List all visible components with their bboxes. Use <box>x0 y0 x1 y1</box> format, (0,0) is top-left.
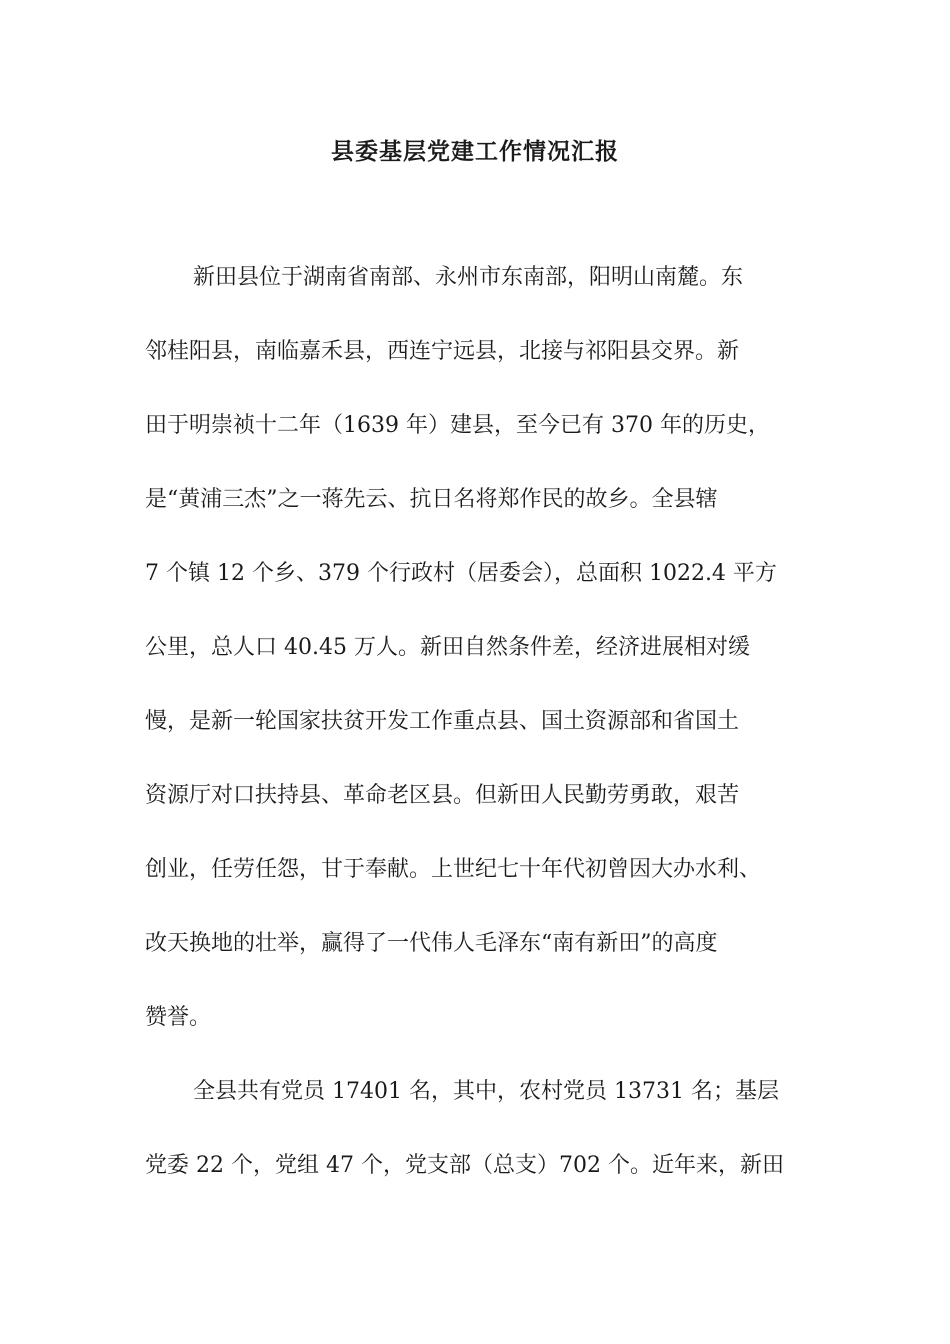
paragraph-1-line-9: 创业，任劳任怨，甘于奉献。上世纪七十年代初曾因大办水利、 <box>145 857 762 882</box>
paragraph-1-line-7: 慢，是新一轮国家扶贫开发工作重点县、国土资源部和省国土 <box>145 709 740 734</box>
paragraph-1-line-11: 赞誉。 <box>145 1005 212 1030</box>
paragraph-1-line-4: 是“黄浦三杰”之一蒋先云、抗日名将郑作民的故乡。全县辖 <box>145 487 718 512</box>
paragraph-1-line-5: 7 个镇 12 个乡、379 个行政村（居委会），总面积 1022.4 平方 <box>145 561 777 586</box>
paragraph-1-line-6: 公里，总人口 40.45 万人。新田自然条件差，经济进展相对缓 <box>145 635 750 660</box>
paragraph-1-line-10: 改天换地的壮举，赢得了一代伟人毛泽东“南有新田”的高度 <box>145 931 718 956</box>
paragraph-1-line-2: 邻桂阳县，南临嘉禾县，西连宁远县，北接与祁阳县交界。新 <box>145 339 740 364</box>
document-title: 县委基层党建工作情况汇报 <box>331 138 619 165</box>
paragraph-2-line-1: 全县共有党员 17401 名，其中，农村党员 13731 名；基层 <box>193 1079 779 1104</box>
paragraph-1-line-1: 新田县位于湖南省南部、永州市东南部，阳明山南麓。东 <box>193 265 744 290</box>
paragraph-1-line-3: 田于明崇祯十二年（1639 年）建县，至今已有 370 年的历史， <box>145 413 770 438</box>
paragraph-1-line-8: 资源厅对口扶持县、革命老区县。但新田人民勤劳勇敢，艰苦 <box>145 783 740 808</box>
paragraph-2-line-2: 党委 22 个，党组 47 个，党支部（总支）702 个。近年来，新田 <box>145 1153 784 1178</box>
